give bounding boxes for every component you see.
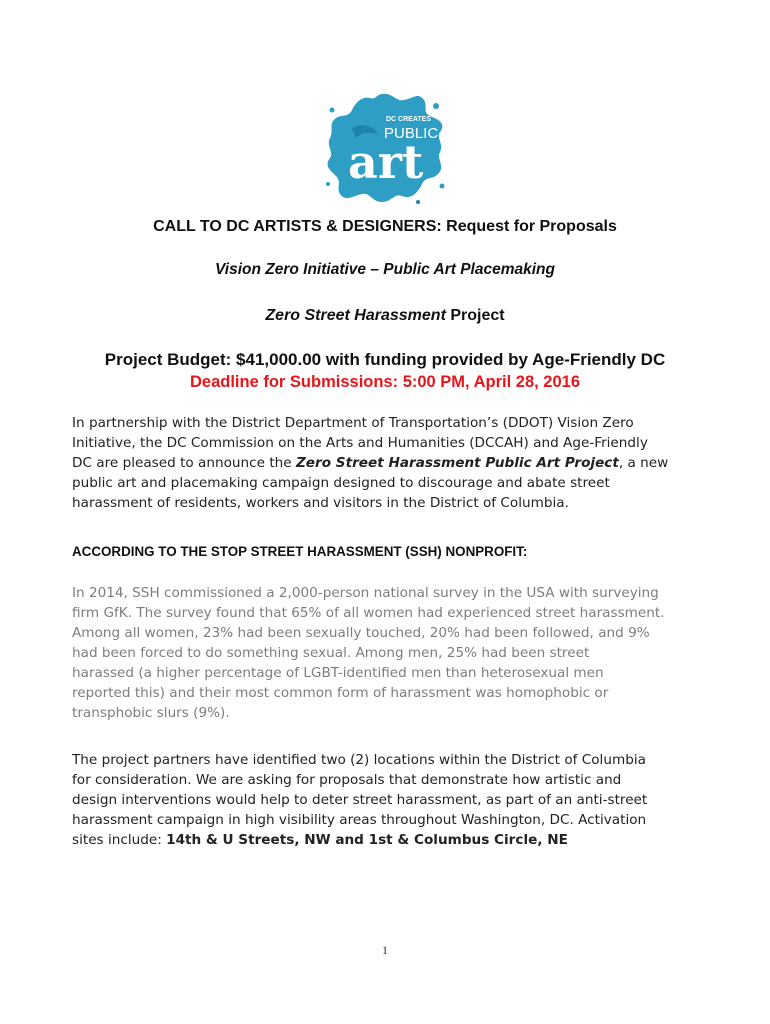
intro-line: In partnership with the District Department of Transportation’s (DDOT) Vision Zero bbox=[72, 415, 634, 431]
deadline-heading: Deadline for Submissions: 5:00 PM, April 28, 2016 bbox=[189, 373, 580, 391]
call-heading: CALL TO DC ARTISTS & DESIGNERS: Request for Proposals bbox=[153, 218, 617, 235]
ssh-line: reported this) and their most common form of harassment was homophobic or bbox=[72, 685, 609, 701]
intro-line bbox=[72, 453, 712, 473]
ssh-paragraph bbox=[72, 583, 712, 723]
locations-line bbox=[72, 830, 712, 850]
ssh-line: had been forced to do something sexual. Among men, 25% had been street bbox=[72, 645, 590, 661]
intro-line: Initiative, the DC Commission on the Arts and Humanities (DCCAH) and Age-Friendly bbox=[72, 435, 648, 451]
ssh-line: transphobic slurs (9%). bbox=[72, 705, 230, 721]
activation-sites-bold: 14th & U Streets, NW and 1st & Columbus Circle, NE bbox=[166, 832, 568, 848]
intro-line-post: , a new bbox=[618, 455, 669, 471]
page-number: 1 bbox=[382, 943, 388, 957]
project-heading bbox=[60, 307, 710, 325]
dc-creates-public-art-logo bbox=[322, 88, 448, 208]
intro-paragraph bbox=[72, 413, 712, 513]
ssh-line: harassed (a higher percentage of LGBT-identified men than heterosexual men bbox=[72, 665, 604, 681]
intro-line-pre: DC are pleased to announce the bbox=[72, 455, 296, 471]
locations-line: design interventions would help to deter street harassment, as part of an anti-street bbox=[72, 792, 648, 808]
project-name-bold: Zero Street Harassment Public Art Project bbox=[295, 455, 619, 471]
locations-line-pre: sites include: bbox=[72, 832, 167, 848]
vision-zero-heading: Vision Zero Initiative – Public Art Placemaking bbox=[215, 261, 555, 278]
locations-line: for consideration. We are asking for proposals that demonstrate how artistic and bbox=[72, 772, 622, 788]
intro-line: harassment of residents, workers and visitors in the District of Columbia. bbox=[72, 495, 569, 511]
intro-line: public art and placemaking campaign designed to discourage and abate street bbox=[72, 475, 610, 491]
ssh-line: firm GfK. The survey found that 65% of all women had experienced street harassment. bbox=[72, 605, 665, 621]
locations-paragraph bbox=[72, 750, 712, 850]
project-heading-rest: Project bbox=[445, 307, 505, 324]
ssh-line: In 2014, SSH commissioned a 2,000-person national survey in the USA with surveying bbox=[72, 585, 659, 601]
logo-small-text: DC CREATES bbox=[386, 116, 431, 123]
project-heading-italic: Zero Street Harassment bbox=[265, 307, 446, 324]
logo-art-text: art bbox=[348, 135, 424, 189]
logo-public-text: PUBLIC bbox=[384, 125, 439, 142]
locations-line: The project partners have identified two (2) locations within the District of Columbia bbox=[72, 752, 646, 768]
section-title: ACCORDING TO THE STOP STREET HARASSMENT (SSH) NONPROFIT: bbox=[72, 544, 528, 559]
ssh-line: Among all women, 23% had been sexually touched, 20% had been followed, and 9% bbox=[72, 625, 650, 641]
budget-heading: Project Budget: $41,000.00 with funding provided by Age-Friendly DC bbox=[104, 350, 666, 369]
locations-line: harassment campaign in high visibility areas throughout Washington, DC. Activation bbox=[72, 812, 647, 828]
